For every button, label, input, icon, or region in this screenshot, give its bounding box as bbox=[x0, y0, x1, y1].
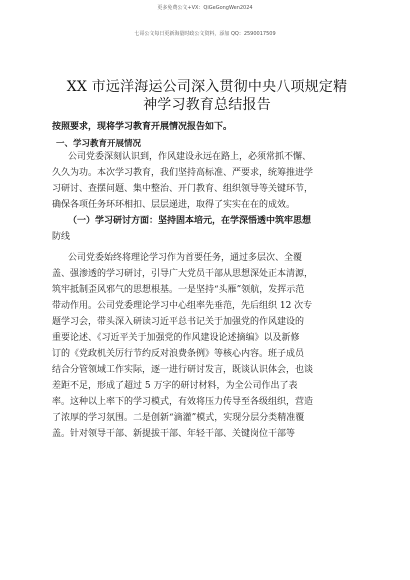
section-heading: 一、学习教育开展情况 bbox=[56, 139, 142, 149]
subheading-line: 防线 bbox=[52, 232, 71, 242]
page-header-notice: 七哥公文每日更新海量时政公文资料，添加 QQ：2590017509 bbox=[134, 31, 276, 37]
page-header-contact: 更多免费公文+VX：QiGeGongWen2024 bbox=[157, 5, 253, 11]
intro-sentence: 按照要求，现将学习教育开展情况报告如下。 bbox=[52, 122, 233, 132]
document-title-line-1: XX 市远洋海运公司深入贯彻中央八项规定精 bbox=[66, 79, 348, 95]
paragraph-2-line: 率。这种以上率下的学习模式，有效将压力传导至各级组织，营造 bbox=[52, 397, 314, 407]
paragraph-2-line: 结合分管领域工作实际，逐一进行研讨发言，既谈认识体会，也谈 bbox=[52, 365, 314, 375]
paragraph-2-line: 带动作用。公司党委理论学习中心组率先垂范，先后组织 12 次专 bbox=[52, 301, 313, 311]
paragraph-1-line: 确保各项任务环环相扣、层层递进，取得了实实在在的成效。 bbox=[52, 200, 296, 210]
paragraph-2-line: 公司党委始终将理论学习作为首要任务，通过多层次、全覆 bbox=[68, 253, 303, 263]
paragraph-2-line: 了浓厚的学习氛围。二是创新“滴灌”模式，实现分层分类精准覆 bbox=[52, 413, 305, 423]
paragraph-2-line: 重要论述、《习近平关于加强党的作风建设论述摘编》以及新修 bbox=[52, 333, 300, 343]
paragraph-2-line: 盖。针对领导干部、新提拔干部、年轻干部、关键岗位干部等 bbox=[52, 429, 296, 439]
paragraph-1-line: 公司党委深刻认识到，作风建设永远在路上，必须常抓不懈、 bbox=[68, 152, 312, 162]
subheading-line: （一）学习研讨方面：坚持固本培元，在学深悟透中筑牢思想 bbox=[68, 216, 312, 226]
document-title-line-2: 神学习教育总结报告 bbox=[143, 97, 271, 113]
paragraph-2-line: 订的《党政机关厉行节约反对浪费条例》等核心内容。班子成员 bbox=[52, 349, 305, 359]
paragraph-2-line: 盖、强渗透的学习研讨，引导广大党员干部从思想深处正本清源， bbox=[52, 269, 314, 279]
paragraph-2-line: 差距不足，形成了超过 5 万字的研讨材料，为全公司作出了表 bbox=[52, 381, 298, 391]
paragraph-1-line: 习研讨、查摆问题、集中整治、开门教育、组织领导等关键环节， bbox=[52, 184, 314, 194]
paragraph-1-line: 久久为功。本次学习教育，我们坚持高标准、严要求，统筹推进学 bbox=[52, 168, 314, 178]
document-title bbox=[52, 78, 362, 114]
paragraph-2-line: 题学习会，带头深入研读习近平总书记关于加强党的作风建设的 bbox=[52, 317, 305, 327]
paragraph-2-line: 筑牢抵制歪风邪气的思想根基。一是坚持“头雁”领航，发挥示范 bbox=[52, 285, 305, 295]
